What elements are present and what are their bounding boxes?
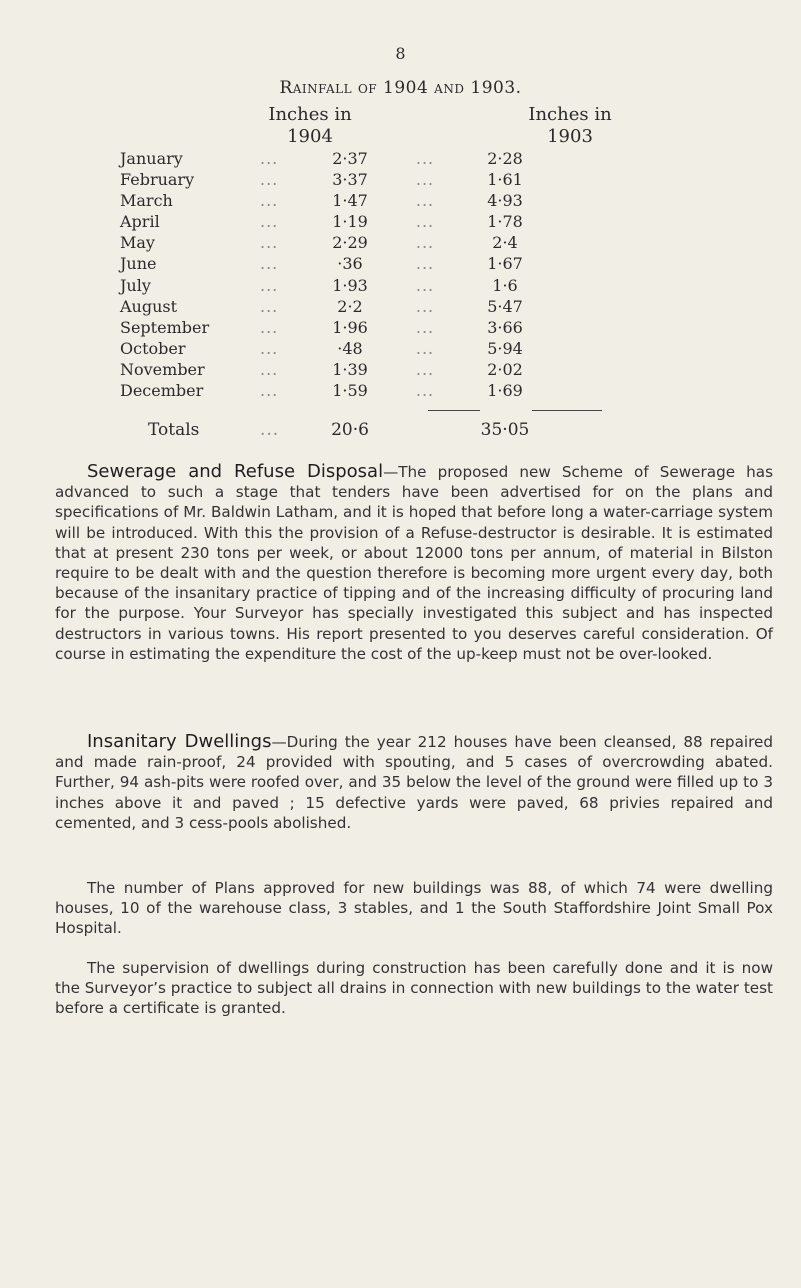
leader-dots: ... bbox=[260, 317, 279, 337]
leader-dots: ... bbox=[260, 296, 279, 316]
leader-dots: ... bbox=[415, 170, 435, 190]
month-label: January bbox=[120, 149, 183, 168]
column-header-1903 bbox=[510, 104, 630, 148]
value-1904: 2·2 bbox=[337, 296, 363, 316]
column-year: 1904 bbox=[287, 126, 333, 147]
month-label: November bbox=[120, 359, 205, 379]
value-1904: ·36 bbox=[337, 254, 363, 274]
leader-dots: ... bbox=[260, 233, 279, 253]
leader-dots: ... bbox=[415, 317, 435, 337]
leader-dots: ... bbox=[260, 149, 279, 168]
table-row bbox=[120, 380, 680, 401]
month-label: October bbox=[120, 338, 186, 358]
leader-dots: ... bbox=[415, 254, 435, 274]
month-label: August bbox=[120, 296, 178, 316]
month-label: July bbox=[120, 275, 151, 295]
month-label: December bbox=[120, 381, 204, 401]
rainfall-table bbox=[120, 148, 680, 401]
leader-dots: ... bbox=[415, 359, 435, 379]
month-label: June bbox=[120, 254, 157, 274]
column-heading: Inches in bbox=[268, 104, 352, 125]
table-row bbox=[120, 211, 680, 232]
value-1904: 2·37 bbox=[332, 149, 368, 168]
value-1904: 1·39 bbox=[332, 359, 368, 379]
table-row bbox=[120, 253, 680, 274]
value-1904: 2·29 bbox=[332, 233, 368, 253]
month-label: September bbox=[120, 317, 210, 337]
sum-rule-1904 bbox=[428, 410, 480, 411]
sum-rule-1903 bbox=[532, 410, 602, 411]
table-row bbox=[120, 190, 680, 211]
value-1904: ·48 bbox=[337, 338, 363, 358]
value-1903: 2·02 bbox=[487, 359, 523, 379]
column-header-1904 bbox=[250, 104, 370, 148]
value-1904: 1·47 bbox=[332, 191, 368, 211]
leader-dots: ... bbox=[415, 191, 435, 211]
column-year: 1903 bbox=[547, 126, 593, 147]
table-row bbox=[120, 296, 680, 317]
leader-dots: ... bbox=[415, 296, 435, 316]
table-row bbox=[120, 359, 680, 380]
supervision-paragraph: The supervision of dwellings during construction has been carefully done and it is now the Surveyor’s practice to subject all drains in connection with new buildings to the water test before a certificate is granted. bbox=[55, 959, 773, 1018]
section-text: —The proposed new Scheme of Sewerage has advanced to such a stage that tenders have been advertised for on the plans and specifications of Mr. Baldwin Latham, and it is hoped that before long a water-carriage system will be introduced. With this the provision of a Refuse-destructor is desirable. It is estimated that at present 230 tons per week, or about 12000 tons per annum, of material in Bilston require to be dealt with and the question therefore is becoming more urgent every day, both because of the insanitary practice of tipping and of the increasing difficulty of procuring land for the purpose. Your Surveyor has specially investigated this subject and has inspected destructors in various towns. His report presented to you deserves careful consideration. Of course in estimating the expenditure the cost of the up-keep must not be over-looked. bbox=[55, 463, 773, 663]
value-1904: 1·93 bbox=[332, 275, 368, 295]
column-heading: Inches in bbox=[528, 104, 612, 125]
month-label: February bbox=[120, 170, 195, 190]
table-row bbox=[120, 317, 680, 338]
totals-1903: 35·05 bbox=[480, 420, 530, 440]
leader-dots: ... bbox=[260, 381, 279, 401]
leader-dots: ... bbox=[260, 275, 279, 295]
leader-dots: ... bbox=[415, 149, 435, 168]
value-1903: 1·78 bbox=[487, 212, 523, 232]
leader-dots: ... bbox=[415, 338, 435, 358]
leader-dots: ... bbox=[260, 338, 279, 358]
value-1904: 1·19 bbox=[332, 212, 368, 232]
table-row bbox=[120, 169, 680, 190]
month-label: March bbox=[120, 191, 173, 211]
plans-paragraph: The number of Plans approved for new buildings was 88, of which 74 were dwelling houses, 10 of the warehouse class, 3 stables, and 1 the South Staffordshire Joint Small Pox Hospital. bbox=[55, 879, 773, 938]
value-1903: 3·66 bbox=[487, 317, 523, 337]
table-row bbox=[120, 232, 680, 253]
sewerage-paragraph bbox=[55, 462, 773, 664]
leader-dots: ... bbox=[260, 420, 280, 440]
value-1903: 5·94 bbox=[487, 338, 523, 358]
spacer bbox=[400, 420, 450, 440]
value-1903: 2·28 bbox=[487, 149, 523, 168]
insanitary-paragraph bbox=[55, 732, 773, 833]
value-1903: 1·61 bbox=[487, 170, 523, 190]
section-text: —During the year 212 houses have been cleansed, 88 repaired and made rain-proof, 24 provided with spouting, and 5 cases of overcrowding abated. Further, 94 ash-pits were roofed over, and 35 below the level of the ground were filled up to 3 inches above it and paved ; 15 defective yards were paved, 68 privies repaired and cemented, and 3 cess-pools abolished. bbox=[55, 733, 773, 832]
value-1903: 2·4 bbox=[492, 233, 518, 253]
value-1903: 1·67 bbox=[487, 254, 523, 274]
leader-dots: ... bbox=[260, 359, 279, 379]
totals-row bbox=[120, 420, 680, 440]
leader-dots: ... bbox=[415, 275, 435, 295]
leader-dots: ... bbox=[415, 212, 435, 232]
value-1903: 4·93 bbox=[487, 191, 523, 211]
value-1903: 5·47 bbox=[487, 296, 523, 316]
value-1904: 1·96 bbox=[332, 317, 368, 337]
table-row bbox=[120, 338, 680, 359]
table-row bbox=[120, 275, 680, 296]
value-1903: 1·69 bbox=[487, 381, 523, 401]
totals-1904: 20·6 bbox=[331, 420, 369, 440]
section-heading: Sewerage and Refuse Disposal bbox=[87, 461, 384, 482]
table-row bbox=[120, 148, 680, 169]
leader-dots: ... bbox=[415, 381, 435, 401]
section-heading: Insanitary Dwellings bbox=[87, 731, 272, 752]
leader-dots: ... bbox=[260, 254, 279, 274]
leader-dots: ... bbox=[260, 191, 279, 211]
leader-dots: ... bbox=[260, 212, 279, 232]
table-title: Rainfall of 1904 and 1903. bbox=[279, 78, 522, 98]
leader-dots: ... bbox=[260, 170, 279, 190]
value-1903: 1·6 bbox=[492, 275, 518, 295]
leader-dots: ... bbox=[415, 233, 435, 253]
month-label: May bbox=[120, 233, 155, 253]
value-1904: 3·37 bbox=[332, 170, 368, 190]
totals-label: Totals bbox=[148, 420, 200, 440]
page-number: 8 bbox=[395, 44, 406, 63]
month-label: April bbox=[120, 212, 160, 232]
value-1904: 1·59 bbox=[332, 381, 368, 401]
